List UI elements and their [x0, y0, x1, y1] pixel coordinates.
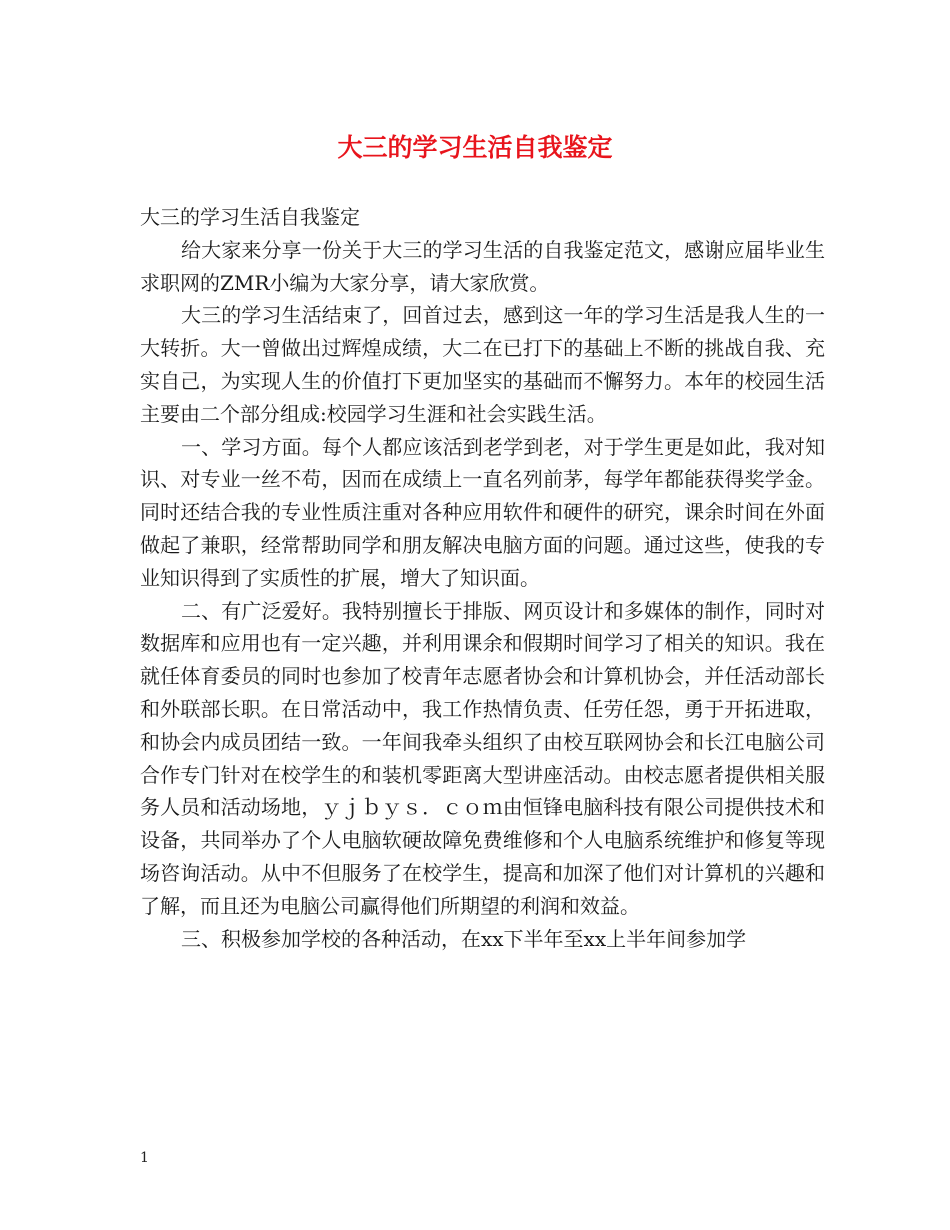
document-body — [140, 201, 825, 955]
document-subtitle: 大三的学习生活自我鉴定 — [140, 205, 360, 229]
paragraph-study: 一、学习方面。每个人都应该活到老学到老，对于学生更是如此，我对知识、对专业一丝不苟，因而在成绩上一直名列前茅，每学年都能获得奖学金。同时还结合我的专业性质注重对各种应用软件和硬件的研究，课余时间在外面做起了兼职，经常帮助同学和朋友解决电脑方面的问题。通过这些，使我的专业知识得到了实质性的扩展，增大了知识面。 — [140, 434, 825, 590]
paragraph-intro: 给大家来分享一份关于大三的学习生活的自我鉴定范文，感谢应届毕业生求职网的ZMR小编为大家分享，请大家欣赏。 — [140, 237, 825, 295]
paragraph-overview: 大三的学习生活结束了，回首过去，感到这一年的学习生活是我人生的一大转折。大一曾做出过辉煌成绩，大二在已打下的基础上不断的挑战自我、充实自己，为实现人生的价值打下更加坚实的基础而不懈努力。本年的校园生活主要由二个部分组成:校园学习生涯和社会实践生活。 — [140, 303, 825, 426]
paragraph-activities: 三、积极参加学校的各种活动，在xx下半年至xx上半年间参加学 — [181, 926, 747, 951]
document-title: 大三的学习生活自我鉴定 — [337, 133, 613, 162]
page-number: 1 — [140, 1150, 149, 1166]
paragraph-hobbies: 二、有广泛爱好。我特别擅长于排版、网页设计和多媒体的制作，同时对数据库和应用也有一定兴趣，并利用课余和假期时间学习了相关的知识。我在就任体育委员的同时也参加了校青年志愿者协会和计算机协会，并任活动部长和外联部长职。在日常活动中，我工作热情负责、任劳任怨，勇于开拓进取，和协会内成员团结一致。一年间我牵头组织了由校互联网协会和长江电脑公司合作专门针对在校学生的和装机零距离大型讲座活动。由校志愿者提供相关服务人员和活动场地，ｙｊｂｙｓ．ｃｏｍ由恒锋电脑科技有限公司提供技术和设备，共同举办了个人电脑软硬故障免费维修和个人电脑系统维护和修复等现场咨询活动。从中不但服务了在校学生，提高和加深了他们对计算机的兴趣和了解，而且还为电脑公司赢得他们所期望的利润和效益。 — [140, 598, 825, 918]
